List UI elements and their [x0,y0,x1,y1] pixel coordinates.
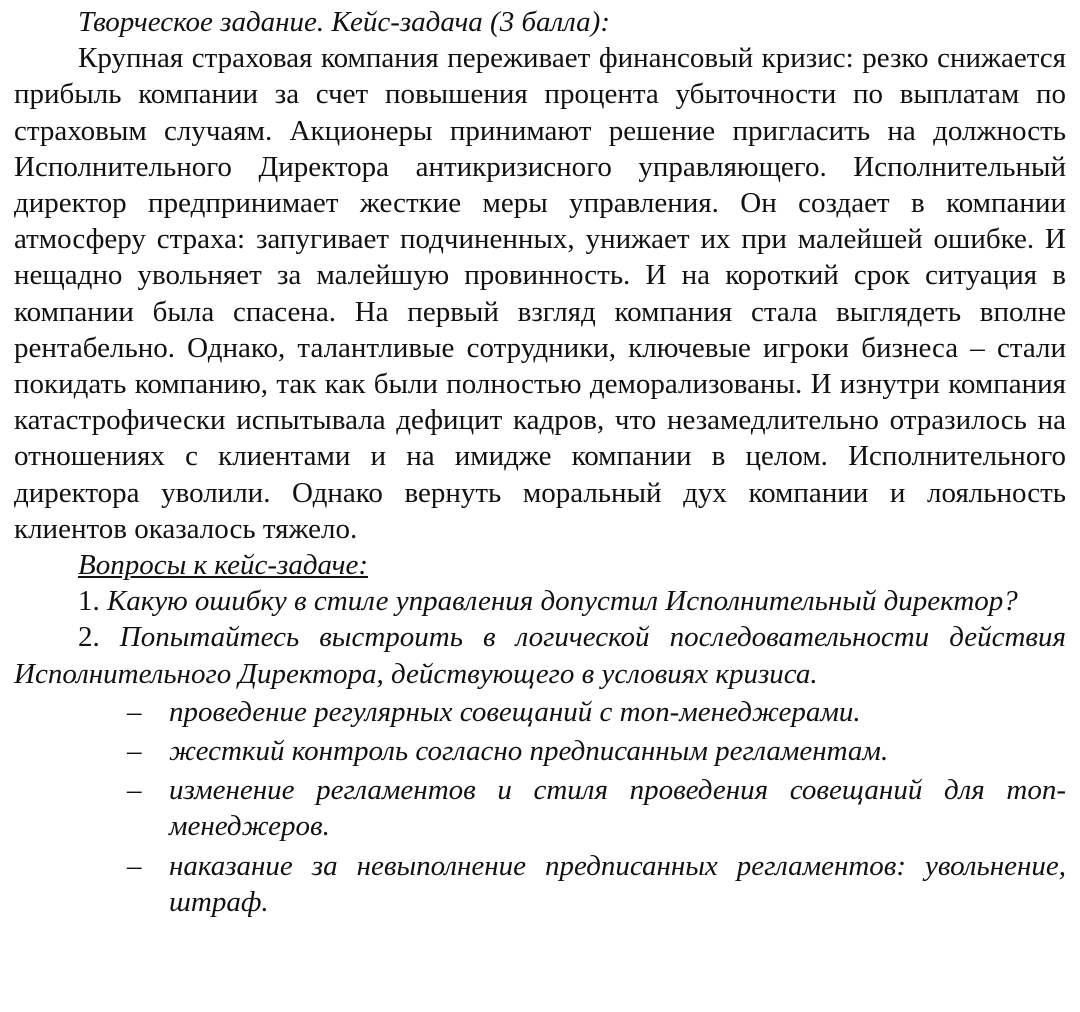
dash-bullet: – [127,774,142,807]
answer-options-list [14,694,1066,920]
list-item [14,848,1066,920]
case-description: Крупная страховая компания переживает финансовый кризис: резко снижается прибыль компании за счет повышения процента убыточности по выплатам по страховым случаям. Акционеры принимают решение пригласить на должность Исполнительного Директора антикризисного управляющего. Исполнительный директор предпринимает жесткие меры управления. Он создает в компании атмосферу страха: запугивает подчиненных, унижает их при малейшей ошибке. И нещадно увольняет за малейшую провинность. И на короткий срок ситуация в компании была спасена. На первый взгляд компания стала выглядеть вполне рентабельно. Однако, талантливые сотрудники, ключевые игроки бизнеса – стали покидать компанию, так как были полностью деморализованы. И изнутри компания катастрофически испытывала дефицит кадров, что незамедлительно отразилось на отношениях с клиентами и на имидже компании в целом. Исполнительного директора уволили. Однако вернуть моральный дух компании и лояльность клиентов оказалось тяжело. [14,42,1066,545]
option-text: наказание за невыполнение предписанных регламентов: увольнение, штраф. [169,849,1066,918]
option-text: жесткий контроль согласно предписанным регламентам. [169,735,889,768]
task-heading: Творческое задание. Кейс-задача (3 балла): [78,6,610,38]
question-2 [14,619,1066,691]
option-text: проведение регулярных совещаний с топ-менеджерами. [169,695,861,728]
list-item [14,772,1066,844]
question-number: 2. [78,621,100,654]
question-1 [14,583,1066,619]
question-number: 1. [78,585,100,618]
dash-bullet: – [127,849,142,882]
list-item [14,733,1066,769]
dash-bullet: – [127,735,142,768]
questions-heading: Вопросы к кейс-задаче: [78,549,368,582]
question-text: Попытайтесь выстроить в логической последовательности действия Исполнительного Директора, действующего в условиях кризиса. [14,621,1067,690]
question-text: Какую ошибку в стиле управления допустил Исполнительный директор? [107,585,1018,618]
list-item [14,694,1066,730]
dash-bullet: – [127,695,142,728]
option-text: изменение регламентов и стиля проведения совещаний для топ-менеджеров. [169,774,1066,843]
